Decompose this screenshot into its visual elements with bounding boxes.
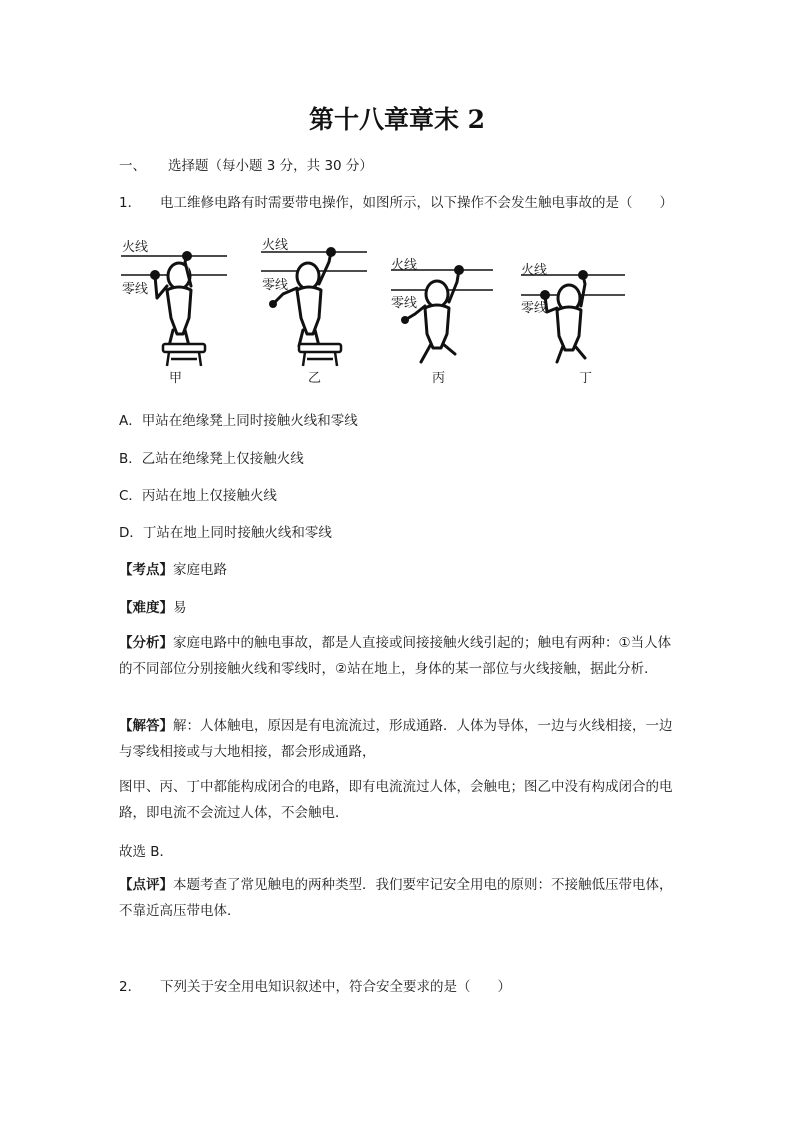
figure-caption: 丁 bbox=[579, 371, 593, 386]
kaodian-row bbox=[119, 558, 227, 578]
figure-caption: 乙 bbox=[308, 371, 322, 386]
question-2-text: 下列关于安全用电知识叙述中，符合安全要求的是（ ） bbox=[160, 979, 511, 995]
neutral-wire-label: 零线 bbox=[391, 296, 418, 311]
fenxi-text: 家庭电路中的触电事故，都是人直接或间接接触火线引起的；触电有两种：①当人体的不同部位分别接触火线和零线时，②站在地上，身体的某一部位与火线接触，据此分析． bbox=[119, 635, 672, 677]
circuit-figure bbox=[115, 226, 645, 400]
kaodian-tag: 【考点】 bbox=[119, 562, 173, 578]
dianping-tag: 【点评】 bbox=[119, 877, 173, 893]
option-c: C．丙站在地上仅接触火线 bbox=[119, 488, 277, 504]
neutral-wire-label: 零线 bbox=[262, 278, 289, 293]
question-1-number: 1． bbox=[119, 195, 142, 211]
answer-line: 故选 B． bbox=[119, 844, 174, 860]
fenxi-paragraph bbox=[119, 630, 679, 682]
option-b: B．乙站在绝缘凳上仅接触火线 bbox=[119, 451, 304, 467]
nandu-text: 易 bbox=[173, 600, 187, 616]
question-2-number: 2． bbox=[119, 979, 142, 995]
jieda-paragraph bbox=[119, 713, 679, 765]
kaodian-text: 家庭电路 bbox=[173, 562, 227, 578]
live-wire-label: 火线 bbox=[521, 263, 548, 278]
option-d: D．丁站在地上同时接触火线和零线 bbox=[119, 525, 332, 541]
jieda-tag: 【解答】 bbox=[119, 718, 173, 734]
neutral-wire-label: 零线 bbox=[521, 301, 548, 316]
fenxi-tag: 【分析】 bbox=[119, 635, 173, 651]
nandu-tag: 【难度】 bbox=[119, 600, 173, 616]
figure-caption: 甲 bbox=[169, 371, 183, 386]
section-heading: 选择题（每小题 3 分，共 30 分） bbox=[168, 158, 373, 174]
live-wire-label: 火线 bbox=[262, 238, 289, 253]
jieda-text: 解：人体触电，原因是有电流流过，形成通路．人体为导体，一边与火线相接，一边与零线相接或与大地相接，都会形成通路， bbox=[119, 718, 673, 760]
option-a: A．甲站在绝缘凳上同时接触火线和零线 bbox=[119, 413, 358, 429]
dianping-paragraph bbox=[119, 872, 679, 924]
nandu-row bbox=[119, 596, 187, 616]
dianping-text: 本题考查了常见触电的两种类型．我们要牢记安全用电的原则：不接触低压带电体，不靠近高压带电体． bbox=[119, 877, 673, 919]
neutral-wire-label: 零线 bbox=[122, 282, 149, 297]
live-wire-label: 火线 bbox=[122, 240, 149, 255]
page-title: 第十八章章末 2 bbox=[308, 105, 486, 134]
question-1-text: 电工维修电路有时需要带电操作，如图所示，以下操作不会发生触电事故的是（ ） bbox=[160, 195, 673, 211]
live-wire-label: 火线 bbox=[391, 258, 418, 273]
electrician-figures-illustration bbox=[115, 226, 645, 396]
figure-caption: 丙 bbox=[432, 371, 446, 386]
jieda-paragraph-2: 图甲、丙、丁中都能构成闭合的电路，即有电流流过人体，会触电；图乙中没有构成闭合的电路，即电流不会流过人体，不会触电． bbox=[119, 779, 673, 821]
section-number: 一、 bbox=[119, 158, 146, 174]
